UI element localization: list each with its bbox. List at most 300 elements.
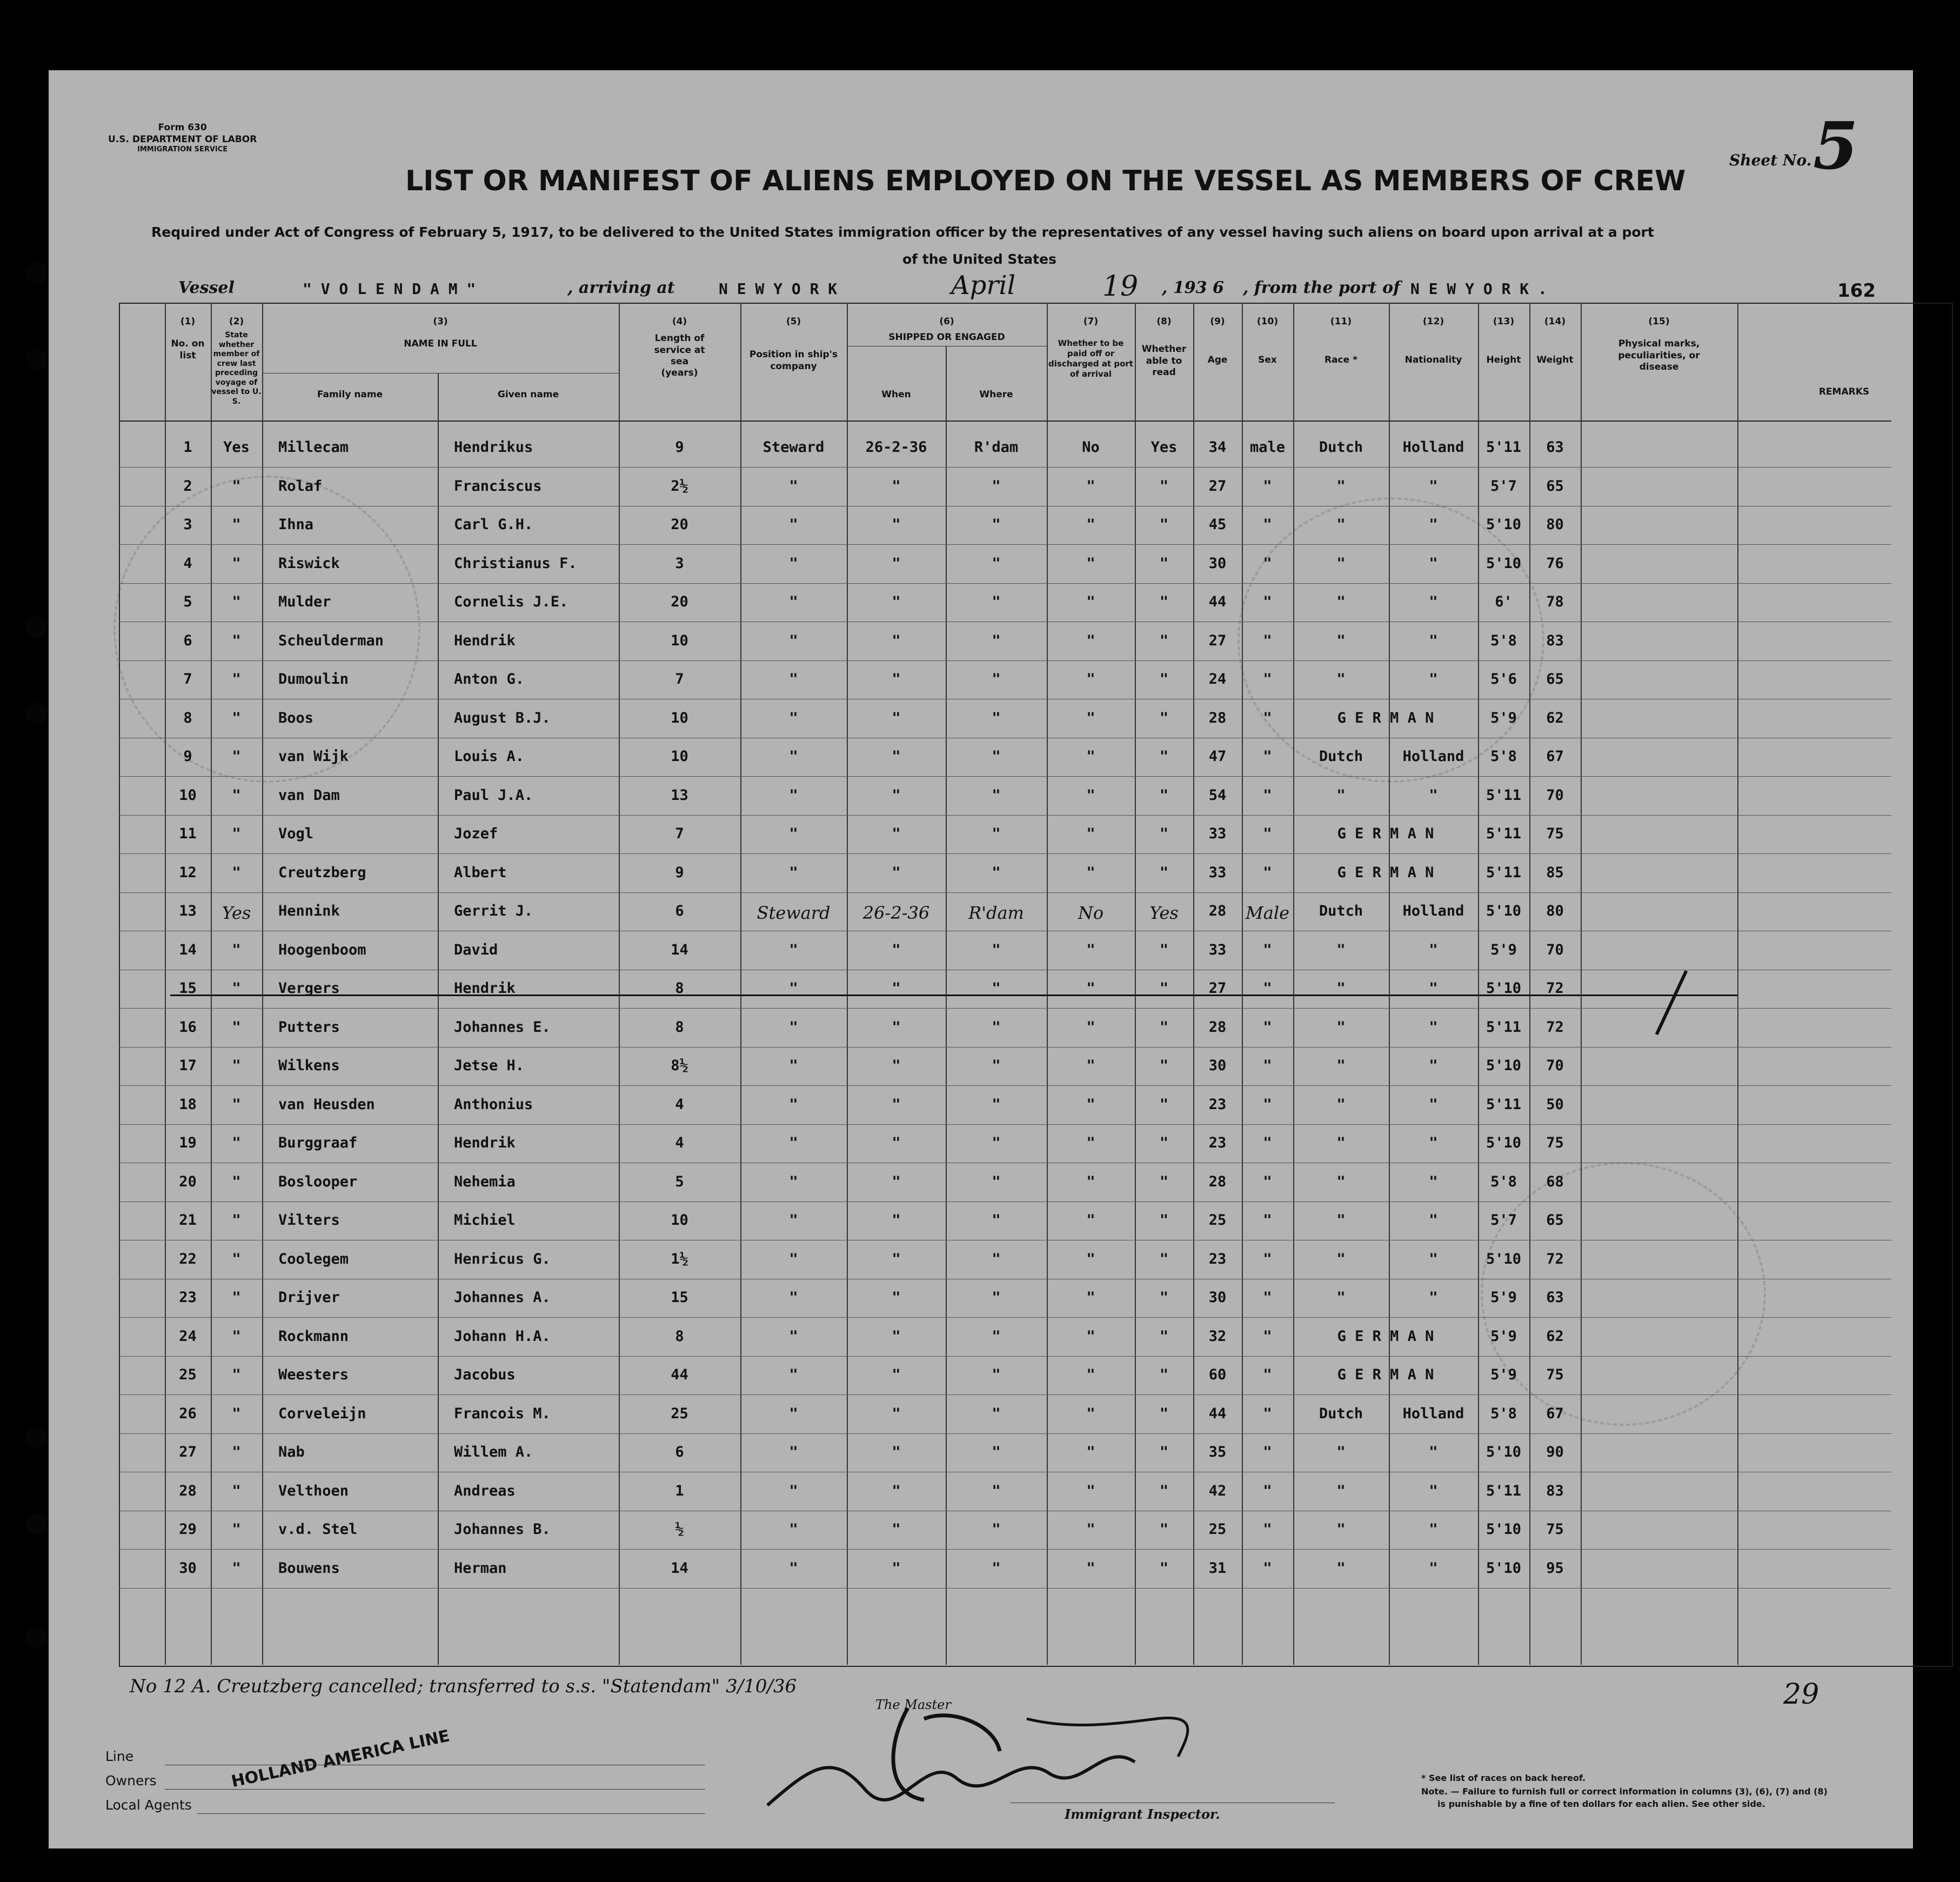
service-years-cell: 25 bbox=[671, 1405, 688, 1422]
height-cell: 5'11 bbox=[1486, 864, 1522, 881]
service-years-cell: 1 bbox=[675, 1482, 684, 1499]
able-to-read-cell: " bbox=[1159, 1173, 1169, 1190]
age-cell: 33 bbox=[1208, 864, 1227, 881]
row-number-cell: 16 bbox=[179, 1018, 197, 1036]
weight-cell: 70 bbox=[1546, 786, 1564, 804]
row-number-cell: 23 bbox=[179, 1289, 197, 1306]
footnote-fine: is punishable by a fine of ten dollars for each alien. See other side. bbox=[1437, 1799, 1765, 1809]
shipped-where-cell: " bbox=[992, 748, 1001, 765]
position-cell: " bbox=[789, 555, 798, 572]
departure-port: N E W Y O R K . bbox=[1410, 280, 1547, 298]
sex-cell: " bbox=[1263, 632, 1272, 649]
col4-label: Length of service at sea (years) bbox=[654, 333, 705, 378]
col-line bbox=[262, 303, 263, 1665]
age-cell: 23 bbox=[1208, 1134, 1227, 1151]
given-name-cell: Jacobus bbox=[454, 1366, 516, 1383]
page-number: 162 bbox=[1837, 280, 1876, 302]
position-cell: " bbox=[789, 1444, 798, 1460]
paid-off-cell: " bbox=[1086, 671, 1095, 688]
position-cell: " bbox=[789, 1405, 798, 1422]
age-cell: 28 bbox=[1208, 709, 1227, 726]
nationality-cell: " bbox=[1429, 671, 1438, 688]
shipped-where-cell: " bbox=[992, 1134, 1001, 1151]
race-cell: " bbox=[1336, 516, 1346, 533]
height-cell: 5'8 bbox=[1490, 1173, 1517, 1190]
previous-voyage-cell: " bbox=[232, 632, 241, 649]
sex-cell: " bbox=[1263, 1018, 1272, 1036]
race-cell: " bbox=[1336, 786, 1346, 804]
nationality-cell: " bbox=[1429, 1289, 1438, 1306]
col3-header bbox=[262, 316, 619, 350]
height-cell: 5'10 bbox=[1486, 903, 1522, 919]
row-rule bbox=[119, 776, 1891, 777]
col7-num: (7) bbox=[1083, 316, 1099, 327]
binder-hole bbox=[26, 262, 48, 284]
nationality-cell: Holland bbox=[1402, 439, 1464, 456]
service-years-cell: 8 bbox=[675, 1018, 684, 1036]
binder-hole bbox=[26, 703, 48, 724]
service-years-cell: 6 bbox=[675, 903, 684, 919]
shipped-when-cell: " bbox=[892, 1482, 901, 1499]
row-rule bbox=[119, 467, 1891, 468]
height-cell: 5'7 bbox=[1490, 1212, 1517, 1229]
race-cell: G E R M A N bbox=[1337, 1327, 1434, 1345]
service-years-cell: 15 bbox=[671, 1289, 688, 1306]
able-to-read-cell: " bbox=[1159, 1366, 1169, 1383]
race-cell: " bbox=[1336, 980, 1346, 997]
family-name-cell: van Wijk bbox=[278, 748, 349, 765]
arrival-day: 19 bbox=[1102, 270, 1139, 303]
col11-label: Race * bbox=[1324, 355, 1357, 366]
able-to-read-cell: " bbox=[1159, 555, 1169, 572]
sheet-label: Sheet No. bbox=[1729, 151, 1812, 169]
family-name-cell: Nab bbox=[278, 1444, 305, 1460]
row-number-cell: 18 bbox=[179, 1096, 197, 1113]
given-name-cell: Herman bbox=[454, 1559, 507, 1577]
height-cell: 5'11 bbox=[1486, 439, 1522, 456]
shipped-where-cell: " bbox=[992, 980, 1001, 997]
position-cell: " bbox=[789, 825, 798, 842]
paid-off-cell: " bbox=[1086, 980, 1095, 997]
service-years-cell: 9 bbox=[675, 864, 684, 881]
shipped-when-cell: " bbox=[892, 748, 901, 765]
able-to-read-cell: " bbox=[1159, 1444, 1169, 1460]
binder-hole bbox=[26, 1627, 48, 1649]
family-name-cell: Vogl bbox=[278, 825, 314, 842]
race-cell: " bbox=[1336, 1212, 1346, 1229]
col5-header bbox=[740, 316, 847, 372]
age-cell: 47 bbox=[1208, 748, 1227, 765]
row-number-cell: 26 bbox=[179, 1405, 197, 1422]
family-name-cell: Velthoen bbox=[278, 1482, 349, 1499]
col5-num: (5) bbox=[786, 316, 801, 327]
weight-cell: 80 bbox=[1546, 516, 1564, 533]
age-cell: 27 bbox=[1208, 477, 1227, 495]
family-name-cell: van Heusden bbox=[278, 1096, 375, 1113]
nationality-cell: " bbox=[1429, 1018, 1438, 1036]
nationality-cell: " bbox=[1429, 477, 1438, 495]
shipped-where-cell: " bbox=[992, 786, 1001, 804]
shipped-when-cell: " bbox=[892, 864, 901, 881]
footnote-note: Note. — Failure to furnish full or correct information in columns (3), (6), (7) and (8) bbox=[1421, 1786, 1828, 1797]
row-rule bbox=[119, 1549, 1891, 1550]
family-name-cell: Rockmann bbox=[278, 1327, 349, 1345]
shipped-when-cell: " bbox=[892, 709, 901, 726]
row-number-cell: 22 bbox=[179, 1250, 197, 1267]
nationality-cell: " bbox=[1429, 1134, 1438, 1151]
paid-off-cell: " bbox=[1086, 1366, 1095, 1383]
service-years-cell: 44 bbox=[671, 1366, 688, 1383]
sex-cell: " bbox=[1263, 1057, 1272, 1074]
row-number-cell: 10 bbox=[179, 786, 197, 804]
shipped-when-cell: " bbox=[892, 671, 901, 688]
family-name-cell: Riswick bbox=[278, 555, 340, 572]
height-cell: 5'9 bbox=[1490, 709, 1517, 726]
remarks-header: REMARKS bbox=[1818, 386, 1870, 397]
where-header: Where bbox=[979, 389, 1013, 400]
col10-num: (10) bbox=[1256, 316, 1279, 327]
height-cell: 5'10 bbox=[1486, 1057, 1522, 1074]
position-cell: " bbox=[789, 1559, 798, 1577]
row-rule bbox=[119, 1317, 1891, 1318]
family-name-cell: Ihna bbox=[278, 516, 314, 533]
height-cell: 5'9 bbox=[1490, 941, 1517, 958]
family-name-cell: Dumoulin bbox=[278, 671, 349, 688]
col1-label: No. on list bbox=[171, 338, 205, 361]
previous-voyage-cell: " bbox=[232, 593, 241, 610]
position-cell: " bbox=[789, 1289, 798, 1306]
previous-voyage-cell: " bbox=[232, 1482, 241, 1499]
previous-voyage-cell: " bbox=[232, 516, 241, 533]
sex-cell: " bbox=[1263, 477, 1272, 495]
service-years-cell: 9 bbox=[675, 439, 684, 456]
service-years-cell: 10 bbox=[671, 748, 688, 765]
paid-off-cell: No bbox=[1078, 903, 1104, 923]
given-name-header: Given name bbox=[497, 389, 559, 400]
given-name-cell: Christianus F. bbox=[454, 555, 577, 572]
row-number-cell: 3 bbox=[183, 516, 192, 533]
weight-cell: 90 bbox=[1546, 1444, 1564, 1460]
family-name-cell: Boslooper bbox=[278, 1173, 358, 1190]
able-to-read-cell: " bbox=[1159, 864, 1169, 881]
paid-off-cell: " bbox=[1086, 1444, 1095, 1460]
weight-cell: 72 bbox=[1546, 1018, 1564, 1036]
row-number-cell: 5 bbox=[183, 593, 192, 610]
position-cell: " bbox=[789, 516, 798, 533]
paid-off-cell: " bbox=[1086, 748, 1095, 765]
shipped-when-cell: " bbox=[892, 555, 901, 572]
service-years-cell: 20 bbox=[671, 593, 688, 610]
height-cell: 5'8 bbox=[1490, 632, 1517, 649]
weight-cell: 78 bbox=[1546, 593, 1564, 610]
col-line bbox=[438, 373, 439, 1665]
able-to-read-cell: " bbox=[1159, 1057, 1169, 1074]
row-number-cell: 20 bbox=[179, 1173, 197, 1190]
row-number-cell: 4 bbox=[183, 555, 192, 572]
age-cell: 30 bbox=[1208, 555, 1227, 572]
sex-cell: " bbox=[1263, 1250, 1272, 1267]
nationality-cell: Holland bbox=[1402, 1405, 1464, 1422]
row-rule bbox=[119, 1356, 1891, 1357]
age-cell: 34 bbox=[1208, 439, 1227, 456]
given-name-cell: Nehemia bbox=[454, 1173, 516, 1190]
weight-cell: 62 bbox=[1546, 1327, 1564, 1345]
shipped-when-cell: " bbox=[892, 1521, 901, 1538]
nationality-cell: " bbox=[1429, 1250, 1438, 1267]
weight-cell: 70 bbox=[1546, 941, 1564, 958]
race-cell: " bbox=[1336, 1096, 1346, 1113]
shipped-where-cell: " bbox=[992, 1212, 1001, 1229]
position-cell: Steward bbox=[757, 903, 831, 923]
row-rule bbox=[119, 660, 1891, 661]
position-cell: " bbox=[789, 786, 798, 804]
sex-cell: " bbox=[1263, 516, 1272, 533]
shipped-when-cell: 26-2-36 bbox=[865, 439, 927, 456]
previous-voyage-cell: " bbox=[232, 748, 241, 765]
shipped-when-cell: " bbox=[892, 980, 901, 997]
col1-header bbox=[165, 316, 211, 362]
position-cell: " bbox=[789, 1327, 798, 1345]
service-years-cell: 8 bbox=[675, 980, 684, 997]
previous-voyage-cell: " bbox=[232, 1212, 241, 1229]
previous-voyage-cell: " bbox=[232, 555, 241, 572]
col1-num: (1) bbox=[180, 316, 196, 327]
position-cell: " bbox=[789, 632, 798, 649]
paid-off-cell: " bbox=[1086, 825, 1095, 842]
nationality-cell: Holland bbox=[1402, 903, 1464, 919]
row12-strikethrough bbox=[170, 995, 1737, 996]
service-years-cell: 3 bbox=[675, 555, 684, 572]
weight-cell: 67 bbox=[1546, 748, 1564, 765]
shipped-when-cell: " bbox=[892, 1444, 901, 1460]
able-to-read-cell: " bbox=[1159, 477, 1169, 495]
service-years-cell: 4 bbox=[675, 1096, 684, 1113]
able-to-read-cell: " bbox=[1159, 1559, 1169, 1577]
age-cell: 28 bbox=[1208, 1018, 1227, 1036]
service-years-cell: 13 bbox=[671, 786, 688, 804]
given-name-cell: Willem A. bbox=[454, 1444, 533, 1460]
race-cell: " bbox=[1336, 1173, 1346, 1190]
paid-off-cell: " bbox=[1086, 1482, 1095, 1499]
race-cell: " bbox=[1336, 1057, 1346, 1074]
race-cell: Dutch bbox=[1319, 439, 1363, 456]
age-cell: 42 bbox=[1208, 1482, 1227, 1499]
col3-label: NAME IN FULL bbox=[404, 338, 477, 350]
age-cell: 33 bbox=[1208, 825, 1227, 842]
position-cell: " bbox=[789, 1018, 798, 1036]
position-cell: " bbox=[789, 1134, 798, 1151]
shipped-where-cell: " bbox=[992, 825, 1001, 842]
weight-cell: 76 bbox=[1546, 555, 1564, 572]
height-cell: 5'11 bbox=[1486, 1096, 1522, 1113]
col-line bbox=[1737, 303, 1738, 1665]
nationality-cell: " bbox=[1429, 593, 1438, 610]
row-number-cell: 6 bbox=[183, 632, 192, 649]
arrival-port: N E W Y O R K bbox=[719, 280, 838, 298]
previous-voyage-cell: " bbox=[232, 1327, 241, 1345]
paid-off-cell: " bbox=[1086, 1057, 1095, 1074]
nationality-cell: " bbox=[1429, 555, 1438, 572]
row-number-cell: 27 bbox=[179, 1444, 197, 1460]
previous-voyage-cell: " bbox=[232, 1096, 241, 1113]
previous-voyage-cell: Yes bbox=[222, 903, 251, 923]
col7-header bbox=[1047, 316, 1135, 379]
family-name-cell: Boos bbox=[278, 709, 314, 726]
previous-voyage-cell: " bbox=[232, 1173, 241, 1190]
weight-cell: 67 bbox=[1546, 1405, 1564, 1422]
sex-cell: " bbox=[1263, 1327, 1272, 1345]
paid-off-cell: " bbox=[1086, 593, 1095, 610]
given-name-cell: Johannes A. bbox=[454, 1289, 551, 1306]
given-name-cell: Michiel bbox=[454, 1212, 516, 1229]
shipped-when-cell: " bbox=[892, 1405, 901, 1422]
row-number-cell: 28 bbox=[179, 1482, 197, 1499]
position-cell: " bbox=[789, 1482, 798, 1499]
col9-header bbox=[1193, 316, 1242, 366]
row-rule bbox=[119, 1394, 1891, 1395]
paid-off-cell: " bbox=[1086, 516, 1095, 533]
sex-cell: " bbox=[1263, 941, 1272, 958]
family-name-cell: Vilters bbox=[278, 1212, 340, 1229]
previous-voyage-cell: Yes bbox=[223, 439, 250, 456]
race-cell: " bbox=[1336, 1250, 1346, 1267]
family-name-cell: v.d. Stel bbox=[278, 1521, 358, 1538]
height-cell: 5'9 bbox=[1490, 1327, 1517, 1345]
height-cell: 5'9 bbox=[1490, 1289, 1517, 1306]
service-years-cell: 1½ bbox=[671, 1250, 688, 1267]
service-years-cell: 6 bbox=[675, 1444, 684, 1460]
given-name-cell: Cornelis J.E. bbox=[454, 593, 568, 610]
weight-cell: 83 bbox=[1546, 1482, 1564, 1499]
age-cell: 24 bbox=[1208, 671, 1227, 688]
owners-underline bbox=[165, 1789, 705, 1790]
shipped-when-cell: " bbox=[892, 516, 901, 533]
height-cell: 5'10 bbox=[1486, 1134, 1522, 1151]
age-cell: 23 bbox=[1208, 1250, 1227, 1267]
family-name-cell: Scheulderman bbox=[278, 632, 384, 649]
sex-cell: " bbox=[1263, 1444, 1272, 1460]
shipped-where-cell: " bbox=[992, 941, 1001, 958]
sex-cell: " bbox=[1263, 1482, 1272, 1499]
position-cell: " bbox=[789, 1366, 798, 1383]
when-header: When bbox=[881, 389, 911, 400]
previous-voyage-cell: " bbox=[232, 1018, 241, 1036]
previous-voyage-cell: " bbox=[232, 1366, 241, 1383]
shipped-where-cell: R'dam bbox=[974, 439, 1019, 456]
nationality-cell: " bbox=[1429, 1212, 1438, 1229]
weight-cell: 63 bbox=[1546, 439, 1564, 456]
position-cell: " bbox=[789, 941, 798, 958]
height-cell: 6' bbox=[1495, 593, 1513, 610]
from-port-label: , from the port of bbox=[1243, 278, 1401, 297]
age-cell: 25 bbox=[1208, 1521, 1227, 1538]
sex-cell: " bbox=[1263, 1289, 1272, 1306]
family-name-cell: Burggraaf bbox=[278, 1134, 358, 1151]
shipped-when-cell: " bbox=[892, 1173, 901, 1190]
sex-cell: " bbox=[1263, 825, 1272, 842]
given-name-cell: Albert bbox=[454, 864, 507, 881]
arriving-label: , arriving at bbox=[567, 278, 675, 297]
family-name-cell: Drijver bbox=[278, 1289, 340, 1306]
shipped-where-cell: " bbox=[992, 516, 1001, 533]
family-name-cell: Rolaf bbox=[278, 477, 323, 495]
race-cell: " bbox=[1336, 1482, 1346, 1499]
weight-cell: 75 bbox=[1546, 1134, 1564, 1151]
able-to-read-cell: " bbox=[1159, 516, 1169, 533]
shipped-where-cell: " bbox=[992, 709, 1001, 726]
family-name-cell: Mulder bbox=[278, 593, 331, 610]
able-to-read-cell: " bbox=[1159, 593, 1169, 610]
line-label: Line bbox=[105, 1748, 134, 1764]
age-cell: 30 bbox=[1208, 1057, 1227, 1074]
height-cell: 5'11 bbox=[1486, 1018, 1522, 1036]
shipped-where-cell: " bbox=[992, 1096, 1001, 1113]
weight-cell: 85 bbox=[1546, 864, 1564, 881]
position-cell: " bbox=[789, 709, 798, 726]
family-name-cell: Hennink bbox=[278, 903, 340, 919]
binder-hole bbox=[26, 349, 48, 370]
service-years-cell: 10 bbox=[671, 632, 688, 649]
able-to-read-cell: " bbox=[1159, 1250, 1169, 1267]
col-line bbox=[946, 346, 947, 1665]
sheet-number: 5 bbox=[1813, 108, 1858, 184]
nationality-cell: Holland bbox=[1402, 748, 1464, 765]
sex-cell: " bbox=[1263, 864, 1272, 881]
family-name-cell: Putters bbox=[278, 1018, 340, 1036]
service-years-cell: 2½ bbox=[671, 477, 688, 495]
family-name-cell: Corveleijn bbox=[278, 1405, 366, 1422]
shipped-when-cell: " bbox=[892, 1289, 901, 1306]
shipped-where-cell: " bbox=[992, 1366, 1001, 1383]
weight-cell: 80 bbox=[1546, 903, 1564, 919]
shipped-when-cell: " bbox=[892, 1134, 901, 1151]
height-cell: 5'8 bbox=[1490, 748, 1517, 765]
binder-hole bbox=[26, 1427, 48, 1449]
able-to-read-cell: " bbox=[1159, 1212, 1169, 1229]
sex-cell: " bbox=[1263, 1366, 1272, 1383]
height-cell: 5'11 bbox=[1486, 1482, 1522, 1499]
able-to-read-cell: " bbox=[1159, 786, 1169, 804]
shipped-where-cell: " bbox=[992, 1250, 1001, 1267]
shipped-where-cell: " bbox=[992, 477, 1001, 495]
given-name-cell: Franciscus bbox=[454, 477, 542, 495]
weight-cell: 65 bbox=[1546, 477, 1564, 495]
weight-cell: 83 bbox=[1546, 632, 1564, 649]
position-cell: " bbox=[789, 1250, 798, 1267]
shipped-when-cell: " bbox=[892, 1366, 901, 1383]
nationality-cell: " bbox=[1429, 1096, 1438, 1113]
age-cell: 28 bbox=[1208, 1173, 1227, 1190]
sex-cell: " bbox=[1263, 1521, 1272, 1538]
given-name-cell: Jetse H. bbox=[454, 1057, 525, 1074]
paid-off-cell: " bbox=[1086, 1327, 1095, 1345]
able-to-read-cell: " bbox=[1159, 1327, 1169, 1345]
paid-off-cell: " bbox=[1086, 1250, 1095, 1267]
race-cell: Dutch bbox=[1319, 1405, 1363, 1422]
subtitle-line1: Required under Act of Congress of February 5, 1917, to be delivered to the United States immigration officer by the representatives of any vessel having such aliens on board upon arrival at a port bbox=[151, 224, 1654, 240]
shipped-where-cell: " bbox=[992, 632, 1001, 649]
row-number-cell: 21 bbox=[179, 1212, 197, 1229]
family-name-header: Family name bbox=[317, 389, 383, 400]
height-cell: 5'10 bbox=[1486, 1521, 1522, 1538]
position-cell: " bbox=[789, 477, 798, 495]
able-to-read-cell: " bbox=[1159, 941, 1169, 958]
row-number-cell: 17 bbox=[179, 1057, 197, 1074]
nationality-cell: " bbox=[1429, 1173, 1438, 1190]
position-cell: " bbox=[789, 1096, 798, 1113]
row-rule bbox=[119, 544, 1891, 545]
position-cell: " bbox=[789, 1521, 798, 1538]
